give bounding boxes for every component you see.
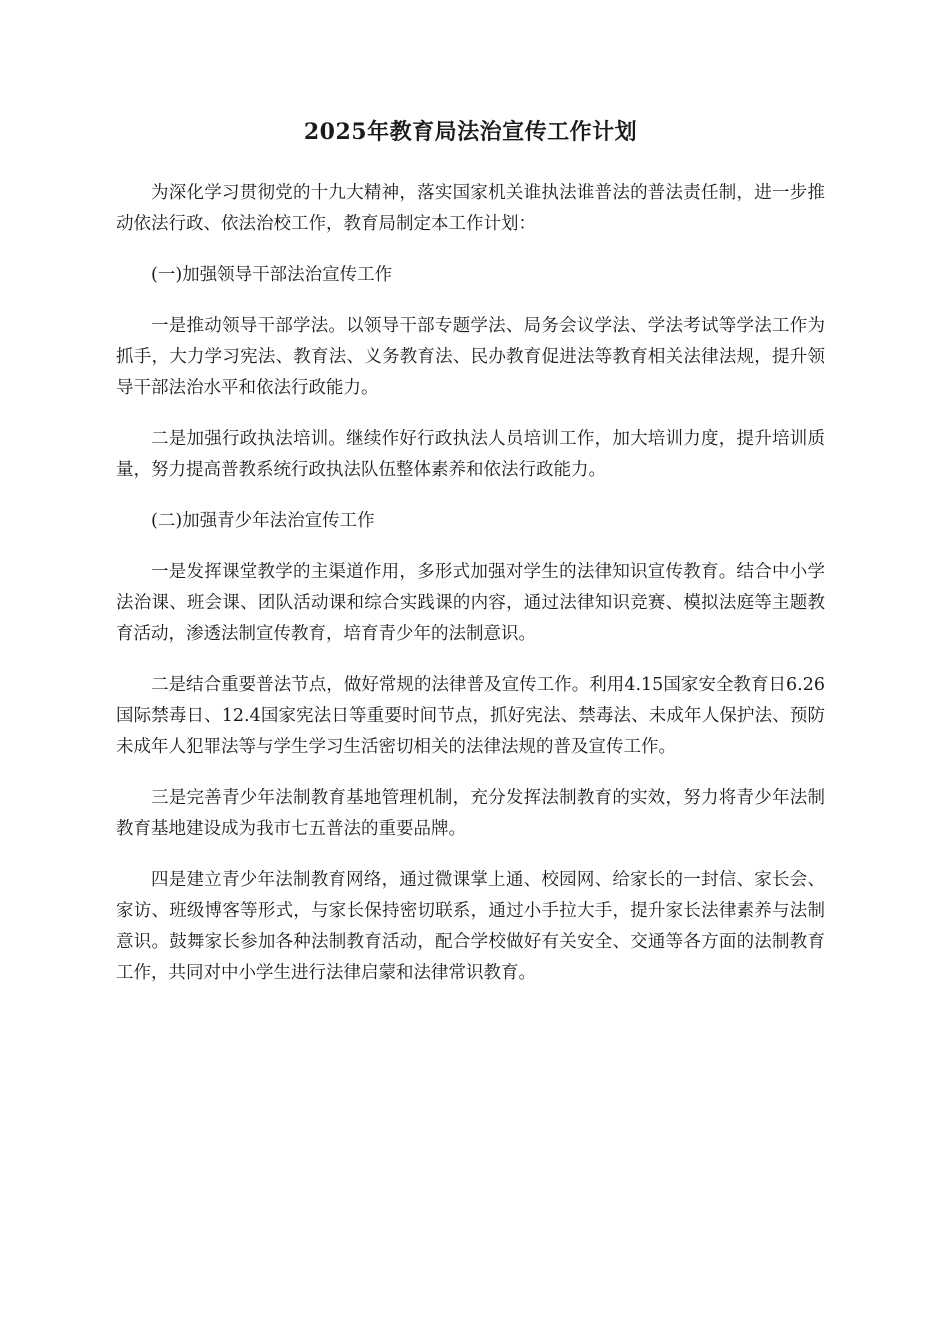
section-2-paragraph-2: 二是结合重要普法节点，做好常规的法律普及宣传工作。利用4.15国家安全教育日6.26国际禁毒日、12.4国家宪法日等重要时间节点，抓好宪法、禁毒法、未成年人保护法、预防未成年人犯罪法等与学生学习生活密切相关的法律法规的普及宣传工作。 — [116, 675, 825, 757]
section-1-paragraph-2: 二是加强行政执法培训。继续作好行政执法人员培训工作，加大培训力度，提升培训质量，努力提高普教系统行政执法队伍整体素养和依法行政能力。 — [116, 429, 825, 480]
document-title: 2025年教育局法治宣传工作计划 — [303, 119, 638, 145]
section-2-paragraph-1: 一是发挥课堂教学的主渠道作用，多形式加强对学生的法律知识宣传教育。结合中小学法治课、班会课、团队活动课和综合实践课的内容，通过法律知识竞赛、模拟法庭等主题教育活动，渗透法制宣传教育，培育青少年的法制意识。 — [116, 562, 825, 644]
section-2-paragraph-4: 四是建立青少年法制教育网络，通过微课掌上通、校园网、给家长的一封信、家长会、家访、班级博客等形式，与家长保持密切联系，通过小手拉大手，提升家长法律素养与法制意识。鼓舞家长参加各种法制教育活动，配合学校做好有关安全、交通等各方面的法制教育工作，共同对中小学生进行法律启蒙和法律常识教育。 — [116, 870, 825, 983]
section-1-heading: (一)加强领导干部法治宣传工作 — [151, 265, 393, 285]
intro-paragraph: 为深化学习贯彻党的十九大精神，落实国家机关谁执法谁普法的普法责任制，进一步推动依法行政、依法治校工作，教育局制定本工作计划： — [116, 183, 825, 234]
section-1-paragraph-1: 一是推动领导干部学法。以领导干部专题学法、局务会议学法、学法考试等学法工作为抓手，大力学习宪法、教育法、义务教育法、民办教育促进法等教育相关法律法规，提升领导干部法治水平和依法行政能力。 — [116, 316, 825, 398]
section-2-heading: (二)加强青少年法治宣传工作 — [151, 511, 375, 531]
section-2-paragraph-3: 三是完善青少年法制教育基地管理机制，充分发挥法制教育的实效，努力将青少年法制教育基地建设成为我市七五普法的重要品牌。 — [116, 788, 825, 839]
